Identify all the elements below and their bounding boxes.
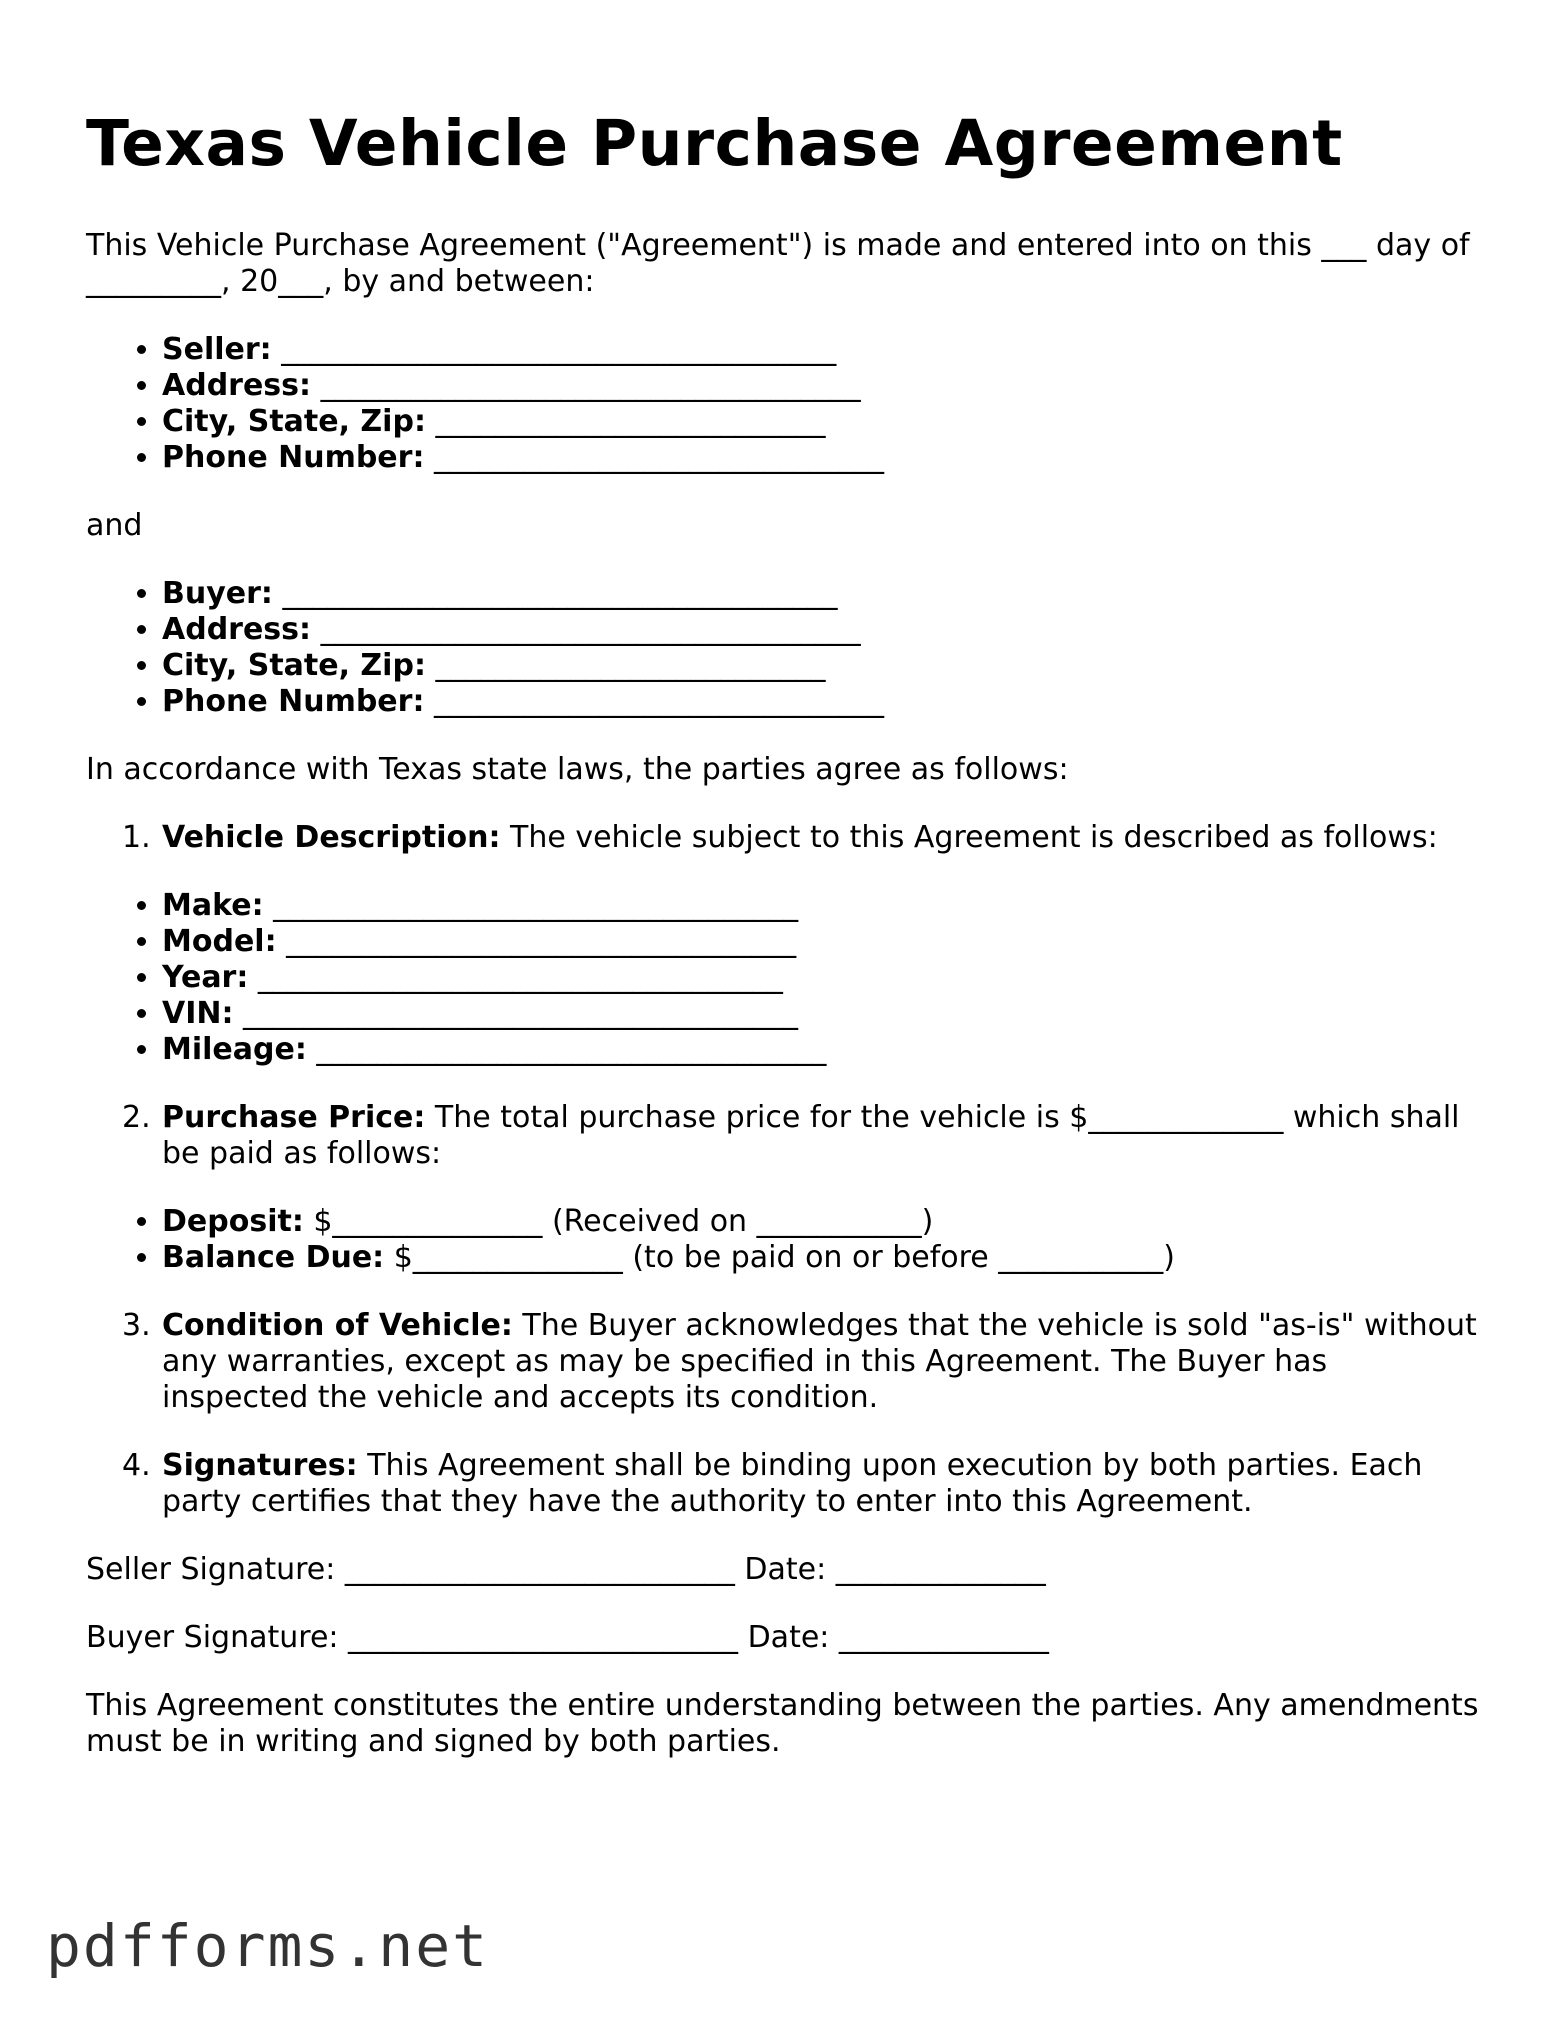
section-text: The total purchase price for the vehicle is $_____________ which shall be paid as follows: xyxy=(162,1100,1460,1172)
section-title: Signatures: xyxy=(162,1448,358,1484)
field-label: Phone Number: xyxy=(162,684,425,720)
fill-line: ____________________________________ xyxy=(320,612,861,648)
vehicle-make-field xyxy=(162,888,1480,924)
section-1-list xyxy=(86,820,1480,856)
field-label: City, State, Zip: xyxy=(162,404,426,440)
accordance-paragraph: In accordance with Texas state laws, the parties agree as follows: xyxy=(86,752,1069,788)
fill-line: $______________ (to be paid on or before ___________) xyxy=(384,1240,1175,1276)
field-label: Make: xyxy=(162,888,264,924)
buyer-name-field xyxy=(162,576,1480,612)
field-label: Address: xyxy=(162,368,312,404)
page-title: Texas Vehicle Purchase Agreement xyxy=(86,107,1343,180)
intro-paragraph: This Vehicle Purchase Agreement ("Agreement") is made and entered into on this ___ day of _________, 20___, by and between: xyxy=(86,228,1470,300)
buyer-city-field xyxy=(162,648,1480,684)
field-label: Buyer: xyxy=(162,576,273,612)
seller-fields-list xyxy=(86,332,1480,476)
payment-fields-list xyxy=(86,1204,1480,1276)
section-title: Condition of Vehicle: xyxy=(162,1308,513,1344)
section-vehicle-description xyxy=(122,820,1480,856)
seller-signature-line: Seller Signature: __________________________ Date: ______________ xyxy=(86,1552,1046,1588)
fill-line: __________________________________ xyxy=(286,924,797,960)
deposit-field xyxy=(162,1204,1480,1240)
field-label: Balance Due: xyxy=(162,1240,385,1276)
section-signatures xyxy=(122,1448,1480,1520)
section-number: 3. xyxy=(122,1308,151,1344)
buyer-fields-list xyxy=(86,576,1480,720)
fill-line: _____________________________________ xyxy=(281,332,837,368)
fill-line: ____________________________________ xyxy=(320,368,861,404)
fill-line: ______________________________ xyxy=(434,440,884,476)
section-purchase-price xyxy=(122,1100,1480,1172)
fill-line: $______________ (Received on ___________) xyxy=(303,1204,934,1240)
section-text: The Buyer acknowledges that the vehicle is sold "as-is" without any warranties, except as may be specified in this Agreement. The Buyer has inspected the vehicle and accepts its condition. xyxy=(162,1308,1477,1416)
vehicle-fields-list xyxy=(86,888,1480,1068)
field-label: Address: xyxy=(162,612,312,648)
fill-line: __________________________ xyxy=(435,404,826,440)
section-title: Vehicle Description: xyxy=(162,820,501,856)
field-label: Deposit: xyxy=(162,1204,304,1240)
field-label: Mileage: xyxy=(162,1032,307,1068)
vehicle-year-field xyxy=(162,960,1480,996)
vehicle-vin-field xyxy=(162,996,1480,1032)
fill-line: __________________________________ xyxy=(316,1032,827,1068)
fill-line: _____________________________________ xyxy=(282,576,838,612)
buyer-phone-field xyxy=(162,684,1480,720)
vehicle-model-field xyxy=(162,924,1480,960)
balance-due-field xyxy=(162,1240,1480,1276)
buyer-address-field xyxy=(162,612,1480,648)
section-number: 1. xyxy=(122,820,151,856)
seller-city-field xyxy=(162,404,1480,440)
fill-line: ___________________________________ xyxy=(257,960,783,996)
field-label: Phone Number: xyxy=(162,440,425,476)
section-2-list xyxy=(86,1100,1480,1172)
field-label: VIN: xyxy=(162,996,234,1032)
field-label: Model: xyxy=(162,924,277,960)
buyer-signature-line: Buyer Signature: __________________________ Date: ______________ xyxy=(86,1620,1049,1656)
fill-line: _____________________________________ xyxy=(243,996,799,1032)
seller-name-field xyxy=(162,332,1480,368)
field-label: Year: xyxy=(162,960,249,996)
vehicle-mileage-field xyxy=(162,1032,1480,1068)
section-text: This Agreement shall be binding upon execution by both parties. Each party certifies that they have the authority to enter into this Agreement. xyxy=(162,1448,1423,1520)
section-title: Purchase Price: xyxy=(162,1100,426,1136)
section-number: 2. xyxy=(122,1100,151,1136)
section-condition xyxy=(122,1308,1480,1416)
closing-paragraph: This Agreement constitutes the entire understanding between the parties. Any amendments must be in writing and signed by both parties. xyxy=(86,1688,1479,1760)
fill-line: ______________________________ xyxy=(434,684,884,720)
section-3-4-list xyxy=(86,1308,1480,1520)
field-label: City, State, Zip: xyxy=(162,648,426,684)
brand-watermark: pdfforms.net xyxy=(46,1912,490,1980)
seller-address-field xyxy=(162,368,1480,404)
field-label: Seller: xyxy=(162,332,272,368)
and-text: and xyxy=(86,508,143,544)
section-text: The vehicle subject to this Agreement is described as follows: xyxy=(500,820,1438,856)
section-number: 4. xyxy=(122,1448,151,1484)
fill-line: ___________________________________ xyxy=(273,888,799,924)
seller-phone-field xyxy=(162,440,1480,476)
fill-line: __________________________ xyxy=(435,648,826,684)
